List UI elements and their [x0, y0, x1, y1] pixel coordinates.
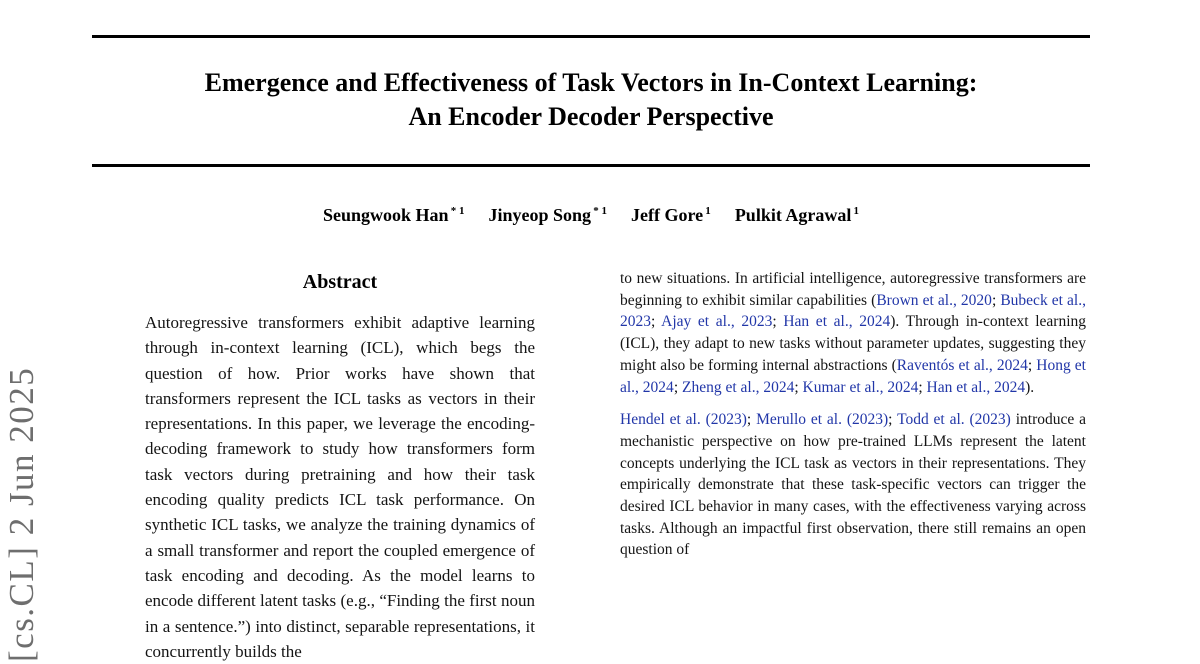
author — [631, 205, 711, 225]
citation-link[interactable]: Hong et al., 2024 — [620, 356, 1086, 396]
abstract-heading: Abstract — [302, 271, 378, 293]
text-run: ; — [991, 291, 1001, 309]
citation-link[interactable]: Han et al., 2024 — [926, 378, 1026, 396]
intro-paragraph-2 — [620, 409, 1086, 561]
citation-link[interactable]: Todd et al. (2023) — [897, 411, 1011, 429]
intro-paragraph-1 — [620, 268, 1086, 398]
paper-title — [92, 66, 1090, 134]
author — [323, 205, 465, 225]
author-superscript: * 1 — [448, 205, 465, 217]
author — [488, 205, 607, 225]
top-rule — [92, 35, 1090, 38]
citation-link[interactable]: Brown et al., 2020 — [876, 291, 992, 309]
text-run: ; — [772, 313, 784, 331]
citation-link[interactable]: Kumar et al., 2024 — [802, 378, 919, 396]
author — [735, 205, 859, 225]
paper-title-line-2: An Encoder Decoder Perspective — [408, 102, 774, 131]
intro-column — [620, 268, 1086, 572]
citation-link[interactable]: Merullo et al. (2023) — [756, 411, 889, 429]
authors-line — [92, 205, 1090, 226]
text-run: ; — [1027, 356, 1037, 374]
author-superscript: * 1 — [591, 205, 607, 217]
title-rule — [92, 164, 1090, 167]
paper-title-line-1: Emergence and Effectiveness of Task Vectors in In-Context Learning: — [204, 68, 978, 97]
author-superscript: 1 — [851, 205, 860, 217]
text-run: ; — [888, 411, 898, 429]
abstract-column — [145, 271, 535, 664]
citation-link[interactable]: Zheng et al., 2024 — [682, 378, 795, 396]
text-run: introduce a mechanistic perspective on how pre-trained LLMs represent the latent concepts underlying the ICL task as vectors in their representations. They empirically demonstrate that these task-specific vectors can trigger the desired ICL behavior in many cases, with the effectiveness varying across tasks. Although an impactful first observation, there still remains an open question of — [620, 411, 1086, 559]
text-run: ). Through in-context learning (ICL), they adapt to new tasks without parameter updates, suggesting they might also be forming internal abstractions ( — [620, 313, 1087, 374]
text-run: ; — [673, 378, 682, 396]
citation-link[interactable]: Ajay et al., 2023 — [661, 313, 773, 331]
abstract-text: Autoregressive transformers exhibit adaptive learning through in-context learning (ICL), which begs the question of how. Prior works have shown that transformers represent the ICL tasks as vectors in their representations. In this paper, we leverage the encoding-decoding framework to study how transformers form task vectors during pretraining and how their task encoding quality predicts ICL task performance. On synthetic ICL tasks, we analyze the training dynamics of a small transformer and report the coupled emergence of task encoding and decoding. As the model learns to encode different latent tasks (e.g., “Finding the first noun in a sentence.”) into distinct, separable representations, it concurrently builds the — [145, 313, 535, 661]
author-name: Pulkit Agrawal — [734, 205, 852, 225]
text-run: ; — [794, 378, 803, 396]
author-name: Jinyeop Song — [488, 205, 592, 225]
text-run: ; — [746, 411, 757, 429]
citation-link[interactable]: Han et al., 2024 — [783, 313, 891, 331]
author-name: Jeff Gore — [630, 205, 704, 225]
text-run: ; — [918, 378, 927, 396]
author-superscript: 1 — [703, 205, 711, 217]
text-run: ; — [651, 313, 662, 331]
author-name: Seungwook Han — [322, 205, 449, 225]
citation-link[interactable]: Bubeck et al., 2023 — [620, 291, 1086, 331]
citation-link[interactable]: Raventós et al., 2024 — [896, 356, 1028, 374]
text-run: to new situations. In artificial intelligence, autoregressive transformers are beginning to exhibit similar capabilities ( — [620, 270, 1086, 309]
citation-link[interactable]: Hendel et al. (2023) — [620, 411, 747, 429]
text-run: ). — [1025, 378, 1035, 396]
arxiv-stamp: [cs.CL] 2 Jun 2025 — [2, 366, 41, 662]
